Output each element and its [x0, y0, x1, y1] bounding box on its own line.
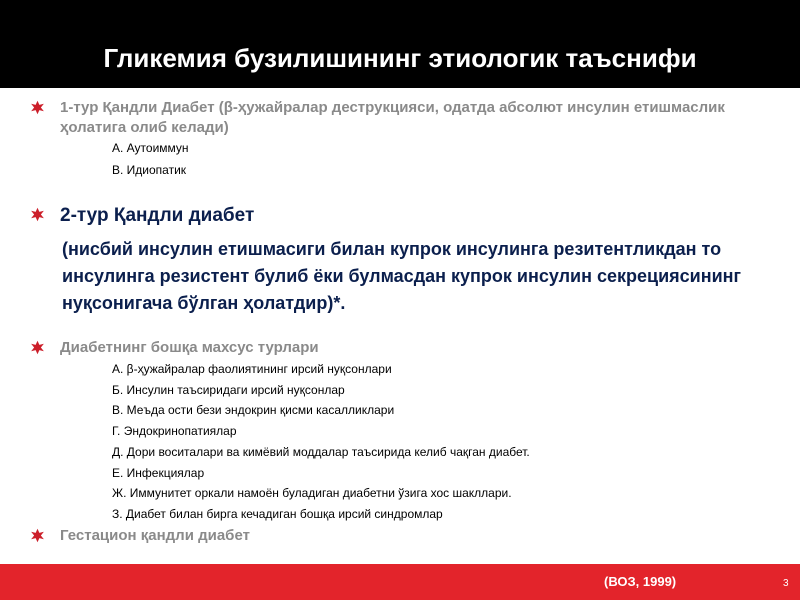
page-number: 3	[783, 578, 789, 589]
bullet-icon	[30, 340, 45, 355]
footer-bar	[0, 564, 800, 600]
sub-item: А. Аутоиммун	[112, 141, 189, 155]
list-item-type2-diabetes: 2-тур Қандли диабет	[60, 205, 255, 226]
sub-item: Г. Эндокринопатиялар	[112, 424, 237, 438]
sub-item: А. β-ҳужайралар фаолиятининг ирсий нуқсонлари	[112, 362, 392, 376]
sub-item: В. Идиопатик	[112, 163, 187, 177]
list-item-gestational-diabetes: Гестацион қандли диабет	[60, 527, 250, 544]
sub-item: В. Меъда ости бези эндокрин қисми касалликлари	[112, 403, 395, 417]
sub-item: З. Диабет билан бирга кечадиган бошқа ирсий синдромлар	[112, 507, 443, 521]
bullet-icon	[30, 528, 45, 543]
sub-item: Е. Инфекциялар	[112, 466, 205, 480]
sub-item: Д. Дори воситалари ва кимёвий моддалар таъсирида келиб чақган диабет.	[112, 445, 530, 459]
type2-description: (нисбий инсулин етишмасиги билан купрок инсулинга резитентликдан то инсулинга резистент булиб ёки булмасдан купрок инсулин секрециясининг нуқсонигача бўлган ҳолатдир)*.	[62, 239, 742, 313]
list-item-other-types: Диабетнинг бошқа махсус турлари	[60, 339, 319, 356]
list-item-type1-diabetes: 1-тур Қандли Диабет (β-ҳужайралар деструкцияси, одатда абсолют инсулин етишмаслик ҳолатига олиб келади)	[60, 99, 725, 136]
source-citation: (ВОЗ, 1999)	[604, 574, 677, 589]
sub-item: Ж. Иммунитет оркали намоён буладиган диабетни ўзига хос шакллари.	[112, 486, 512, 500]
bullet-icon	[30, 207, 45, 222]
slide-title: Гликемия бузилишининг этиологик таъснифи	[103, 43, 697, 73]
bullet-icon	[30, 100, 45, 115]
sub-item: Б. Инсулин таъсиридаги ирсий нуқсонлар	[112, 383, 345, 397]
